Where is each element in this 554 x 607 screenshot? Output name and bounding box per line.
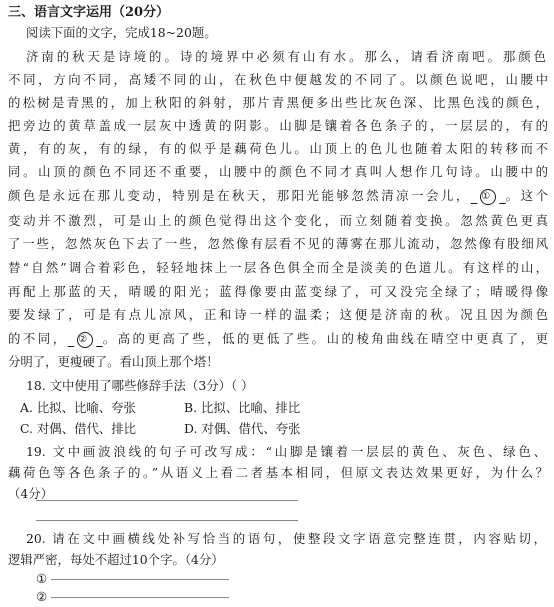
- passage-line: 了一些，忽然灰色下去了一些，忽然像有层看不见的薄雾在那儿流动，忽然像有股细风: [8, 236, 548, 251]
- passage-line: 的松树是青黑的，加上秋阳的斜射，那片青黑便多出些比灰色深、比黑色浅的颜色，: [8, 95, 548, 110]
- answer-line[interactable]: [51, 579, 229, 580]
- answer-line[interactable]: [36, 500, 298, 501]
- passage-text: 的不同，: [8, 331, 68, 346]
- passage-line: 变动并不激烈，可是山上的颜色觉得出这个变化，而立刻随着变换。忽然黄色更真: [8, 213, 548, 228]
- passage-line: 同。山顶的颜色不同还不重要，山腰中的颜色不同才真叫人想作几句诗。山腰中的: [8, 164, 548, 179]
- passage-line: 不同，方向不同，高矮不同的山，在秋色中便越发的不同了。以颜色说吧，山腰中: [8, 72, 548, 87]
- passage-line: 把旁边的黄草盖成一层灰中透黄的阴影。山脚是镶着各色条子的，一层层的，有的: [8, 118, 548, 133]
- answer-number: ②: [36, 589, 48, 604]
- option-c[interactable]: C. 对偶、借代、排比: [20, 421, 137, 436]
- fill-blank-2[interactable]: [68, 331, 103, 346]
- passage-line: 要发绿了，可是有点儿凉风，正和诗一样的温柔；这便是济南的秋。况且因为颜色: [8, 307, 548, 322]
- answer-line[interactable]: [36, 520, 298, 521]
- blank-number-1: ①: [480, 189, 496, 205]
- passage-line: 再配上那蓝的天，晴暖的阳光；蓝得像要由蓝变绿了，可又没完全绿了；晴暖得像: [8, 284, 548, 299]
- options-row: [20, 420, 554, 438]
- passage-text: 。高的更高了些，低的更低了些。山的棱角曲线在晴空中更真了，更: [102, 331, 548, 346]
- passage-line-with-blank-2: [8, 330, 548, 348]
- question-points: （4分）: [8, 486, 54, 501]
- answer-line[interactable]: [51, 597, 229, 598]
- question-stem: 逻辑严密，每处不超过10个字。（4分）: [8, 552, 224, 567]
- fill-blank-1[interactable]: [471, 188, 506, 203]
- answer-row-1: [36, 570, 229, 588]
- question-stem: 19. 文中画波浪线的句子可改写成：“山脚是镶着一层层的黄色、灰色、绿色、: [26, 444, 546, 459]
- passage-line: 替“自然”调合着彩色，轻轻地抹上一层各色俱全而全是淡美的色道儿。有这样的山，: [8, 260, 548, 275]
- section-title: 三、语言文字运用（20分）: [8, 5, 170, 20]
- passage-text: 。这个: [505, 188, 548, 203]
- question-stem: 20. 请在文中画横线处补写恰当的语句，使整段文字语意完整连贯，内容贴切，: [26, 531, 546, 546]
- option-a[interactable]: A. 比拟、比喻、夸张: [20, 400, 136, 415]
- instructions: 阅读下面的文字，完成18~20题。: [26, 25, 217, 40]
- passage-line-with-blank-1: [8, 187, 548, 205]
- option-d[interactable]: D. 对偶、借代、夸张: [184, 421, 301, 436]
- answer-row-2: [36, 588, 229, 606]
- passage-line: 分明了，更瘦硬了。看山顶上那个塔！: [8, 354, 219, 369]
- option-b[interactable]: B. 比拟、比喻、排比: [184, 400, 301, 415]
- answer-number: ①: [36, 571, 48, 586]
- passage-line: 黄，有的灰，有的绿，有的似乎是藕荷色儿。山顶上的色儿也随着太阳的转移而不: [8, 141, 548, 156]
- question-stem: 藕荷色等各色条子的。”从语义上看二者基本相同，但原文表达效果更好，为什么？: [8, 465, 548, 480]
- question-stem: 18. 文中使用了哪些修辞手法（3分）（ ）: [26, 378, 254, 393]
- options-row: [20, 399, 554, 417]
- passage-line: 济南的秋天是诗境的。诗的境界中必须有山有水。那么，请看济南吧。那颜色: [26, 49, 546, 64]
- passage-text: 颜色是永远在那儿变动，特别是在秋天，那阳光能够忽然清凉一会儿，: [8, 188, 471, 203]
- blank-number-2: ②: [77, 332, 93, 348]
